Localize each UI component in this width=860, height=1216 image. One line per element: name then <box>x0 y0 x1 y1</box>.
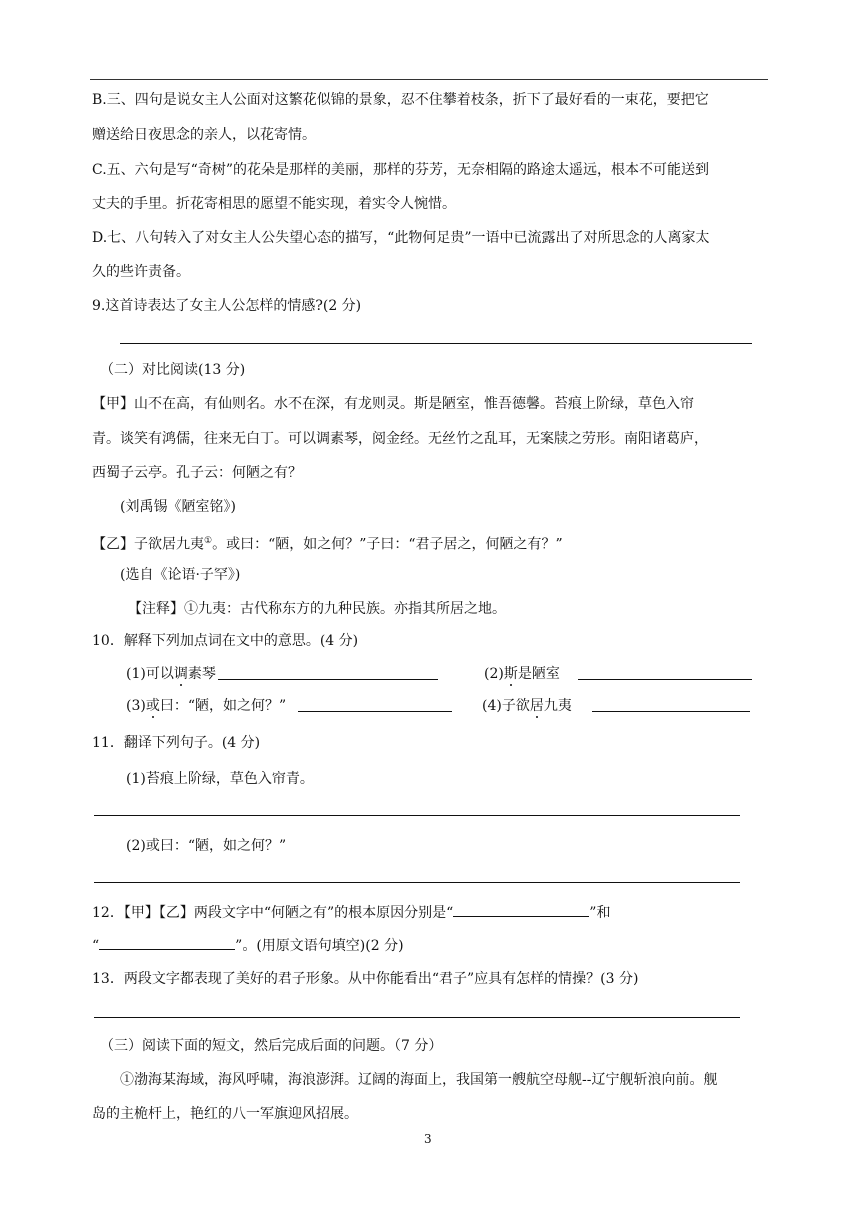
passage-jia-source: (刘禹锡《陋室铭》) <box>120 499 236 515</box>
q8-option-c-line2: 丈夫的手里。折花寄相思的愿望不能实现，着实令人惋惜。 <box>92 196 456 212</box>
section3-paragraph-1-line1: ①渤海某海域，海风呼啸，海浪澎湃。辽阔的海面上，我国第一艘航空母舰--辽宁舰斩浪向前。舰 <box>120 1072 718 1088</box>
passage-jia-line3: 西蜀子云亭。孔子云：何陋之有？ <box>92 465 302 481</box>
section2-heading: （二）对比阅读(13 分) <box>100 362 246 378</box>
q10-item-1-answer-line[interactable] <box>218 679 438 680</box>
q13-answer-line[interactable] <box>94 1017 740 1018</box>
footnote-marker: ① <box>204 536 213 546</box>
section3-paragraph-1-line2: 岛的主桅杆上，艳红的八一军旗迎风招展。 <box>92 1106 358 1122</box>
q10-item-4-answer-line[interactable] <box>592 711 750 712</box>
passage-yi-text: 【乙】子欲居九夷①。或曰：“陋，如之何？”子曰：“君子居之，何陋之有？” <box>92 536 563 553</box>
q10-item-3: (3)或曰：“陋，如之何？” <box>126 698 287 714</box>
q11-sentence-1: (1)苔痕上阶绿，草色入帘青。 <box>126 771 314 787</box>
q13-stem: 13．两段文字都表现了美好的君子形象。从中你能看出“君子”应具有怎样的情操？(3 分) <box>92 971 639 987</box>
page-number: 3 <box>424 1132 432 1146</box>
q10-item-2: (2)斯是陋室 <box>484 666 560 682</box>
q8-option-b-line2: 赠送给日夜思念的亲人，以花寄情。 <box>92 127 316 143</box>
q8-option-c-line1: C.五、六句是写“奇树”的花朵是那样的美丽，那样的芬芳，无奈相隔的路途太遥远，根本不可能送到 <box>92 162 709 178</box>
passage-yi-source: (选自《论语·子罕》) <box>120 567 241 583</box>
q11-sentence-1-answer-line[interactable] <box>94 815 740 816</box>
q10-item-3-answer-line[interactable] <box>298 711 452 712</box>
q8-option-d-line2: 久的些许责备。 <box>92 264 190 280</box>
q11-stem: 11．翻译下列句子。(4 分) <box>92 735 261 751</box>
q12-blank-2[interactable] <box>99 935 235 950</box>
passage-jia-line2: 青。谈笑有鸿儒，往来无白丁。可以调素琴，阅金经。无丝竹之乱耳，无案牍之劳形。南阳诸葛庐， <box>92 431 708 447</box>
q9-stem: 9.这首诗表达了女主人公怎样的情感?(2 分) <box>92 298 362 314</box>
q12-blank-1[interactable] <box>453 902 589 917</box>
passage-jia-line1: 【甲】山不在高，有仙则名。水不在深，有龙则灵。斯是陋室，惟吾德馨。苔痕上阶绿，草色入帘 <box>92 396 694 412</box>
q11-sentence-2-answer-line[interactable] <box>94 882 740 883</box>
q8-option-d-line1: D.七、八句转入了对女主人公失望心态的描写，“此物何足贵”一语中已流露出了对所思念的人离家太 <box>92 230 710 246</box>
q10-item-4: (4)子欲居九夷 <box>482 698 572 714</box>
q10-item-1: (1)可以调素琴 <box>126 666 216 682</box>
q9-answer-line[interactable] <box>120 343 752 344</box>
annotation-note: 【注释】①九夷：古代称东方的九种民族。亦指其所居之地。 <box>128 601 506 617</box>
section3-heading: （三）阅读下面的短文，然后完成后面的问题。（7 分） <box>100 1038 443 1054</box>
q10-stem: 10．解释下列加点词在文中的意思。(4 分) <box>92 633 359 649</box>
q11-sentence-2: (2)或曰：“陋，如之何？” <box>126 838 287 854</box>
header-rule <box>90 79 768 80</box>
q8-option-b-line1: B.三、四句是说女主人公面对这繁花似锦的景象，忍不住攀着枝条，折下了最好看的一束花，要把它 <box>92 92 709 108</box>
q10-item-2-answer-line[interactable] <box>578 679 752 680</box>
q12-line1: 12．【甲】【乙】两段文字中“何陋之有”的根本原因分别是“ ”和 <box>92 902 610 923</box>
q12-line2: “ ”。(用原文语句填空)(2 分) <box>92 935 404 956</box>
